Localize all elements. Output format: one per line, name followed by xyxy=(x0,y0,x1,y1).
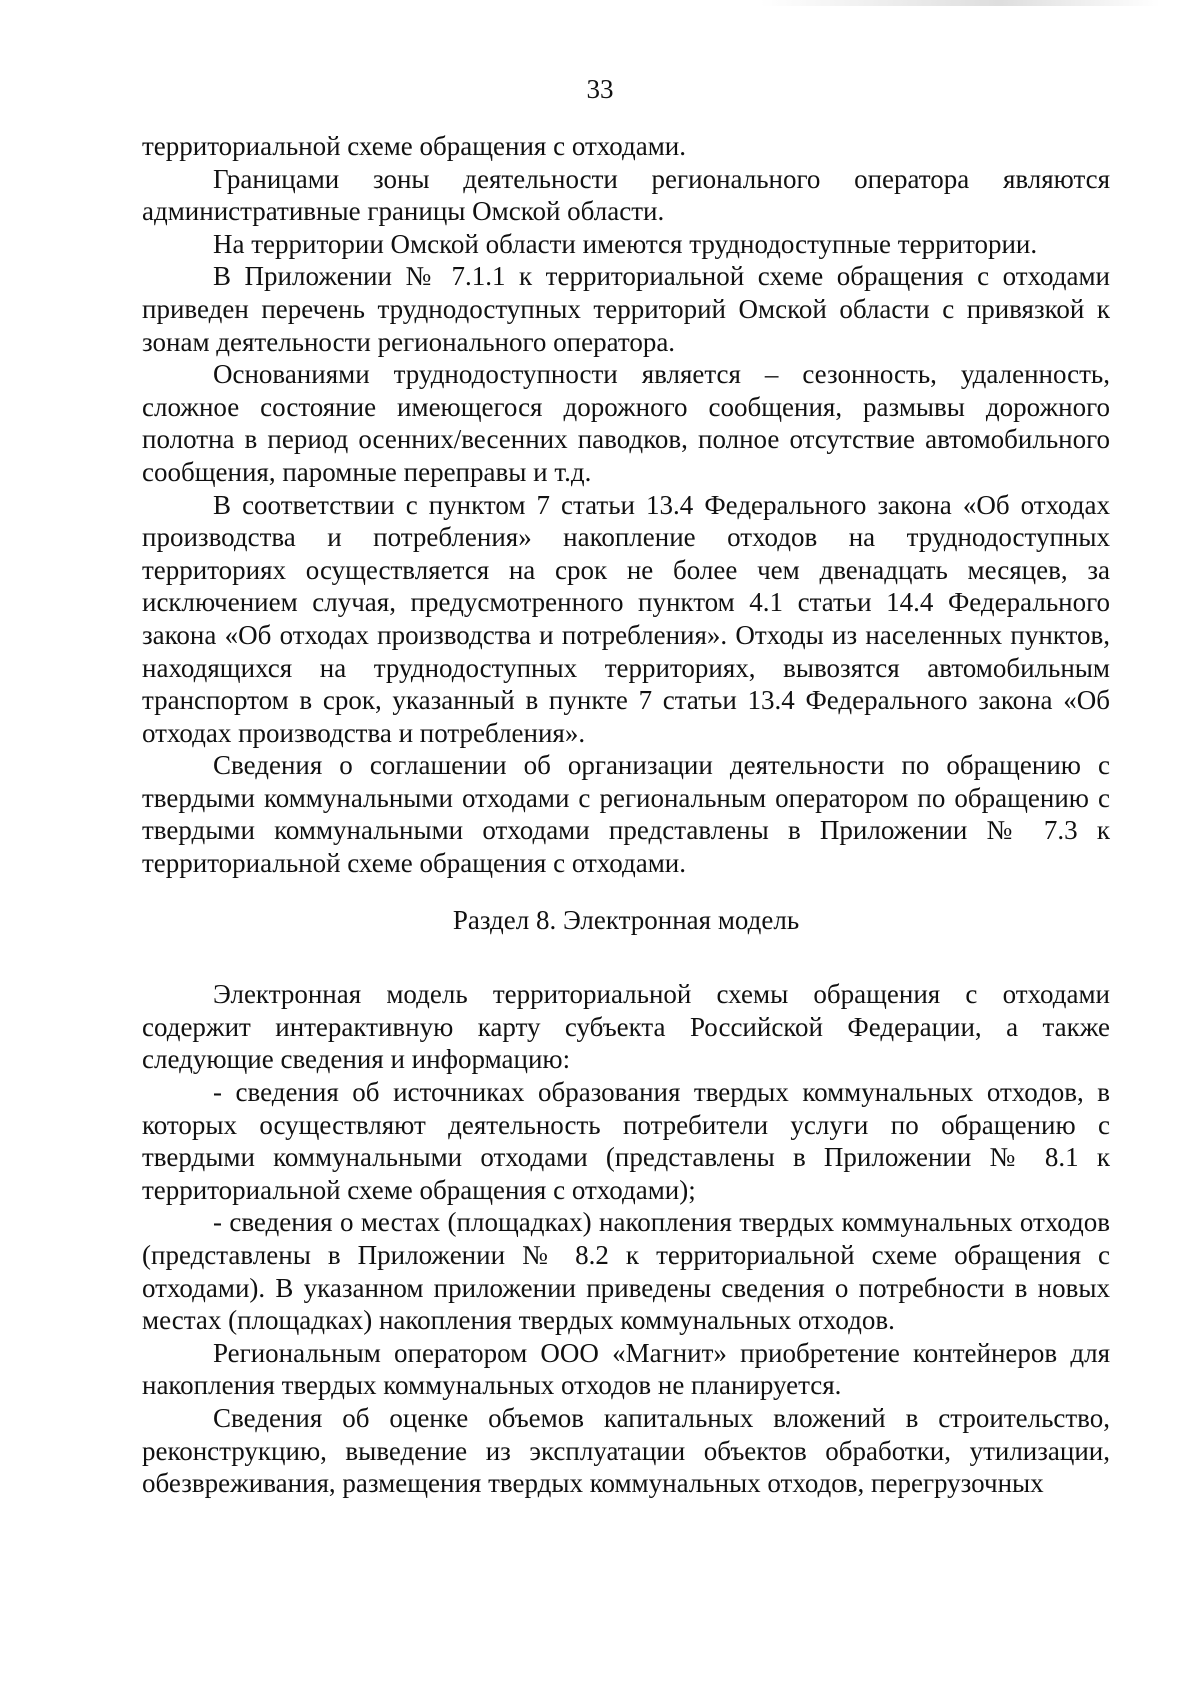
paragraph-electronic-model: Электронная модель территориальной схемы обращения с отходами содержит интерактивную карту субъекта Российской Федерации, а также следующие сведения и информацию: xyxy=(142,979,1110,1075)
paragraph-remote-territories: На территории Омской области имеются труднодоступные территории. xyxy=(213,228,1038,259)
document-body xyxy=(142,130,1110,1500)
paragraph-agreement: Сведения о соглашении об организации деятельности по обращению с твердыми коммунальными отходами с региональным оператором по обращению с твердыми коммунальными отходами представлены в Приложении № 7.3 к территориальной схеме обращения с отходами. xyxy=(142,750,1110,879)
list-item-accumulation-sites: - сведения о местах (площадках) накопления твердых коммунальных отходов (представлены в Приложении № 8.2 к территориальной схеме обращения с отходами). В указанном приложении приведены сведения о потребности в новых местах (площадках) накопления твердых коммунальных отходов. xyxy=(142,1207,1110,1336)
paragraph-containers: Региональным оператором ООО «Магнит» приобретение контейнеров для накопления твердых коммунальных отходов не планируется. xyxy=(142,1337,1110,1401)
scan-edge-artifact xyxy=(760,0,1160,6)
page-number: 33 xyxy=(586,74,614,104)
paragraph-capital-investments: Сведения об оценке объемов капитальных вложений в строительство, реконструкцию, выведение из эксплуатации объектов обработки, утилизации, обезвреживания, размещения твердых коммунальных отходов, перегрузочных xyxy=(142,1402,1110,1499)
list-item-waste-sources: - сведения об источниках образования твердых коммунальных отходов, в которых осуществляют деятельность потребители услуги по обращению с твердыми коммунальными отходами (представлены в Приложении № 8.1 к территориальной схеме обращения с отходами); xyxy=(142,1077,1110,1205)
paragraph-remoteness-grounds: Основаниями труднодоступности является – сезонность, удаленность, сложное состояние имеющегося дорожного сообщения, размывы дорожного полотна в период осенних/весенних паводков, полное отсутствие автомобильного сообщения, паромные переправы и т.д. xyxy=(142,359,1110,487)
section-heading: Раздел 8. Электронная модель xyxy=(452,904,800,935)
paragraph-appendix-7-1-1: В Приложении № 7.1.1 к территориальной схеме обращения с отходами приведен перечень труднодоступных территорий Омской области с привязкой к зонам деятельности регионального оператора. xyxy=(142,261,1110,357)
paragraph-zone-borders: Границами зоны деятельности регионального оператора являются административные границы Омской области. xyxy=(142,163,1110,227)
paragraph-continuation: территориальной схеме обращения с отходами. xyxy=(142,131,686,161)
paragraph-federal-law: В соответствии с пунктом 7 статьи 13.4 Федерального закона «Об отходах производства и потребления» накопление отходов на труднодоступных территориях осуществляется на срок не более чем двенадцать месяцев, за исключением случая, предусмотренного пунктом 4.1 статьи 14.4 Федерального закона «Об отходах производства и потребления». Отходы из населенных пунктов, находящихся на труднодоступных территориях, вывозятся автомобильным транспортом в срок, указанный в пункте 7 статьи 13.4 Федерального закона «Об отходах производства и потребления». xyxy=(142,489,1110,748)
